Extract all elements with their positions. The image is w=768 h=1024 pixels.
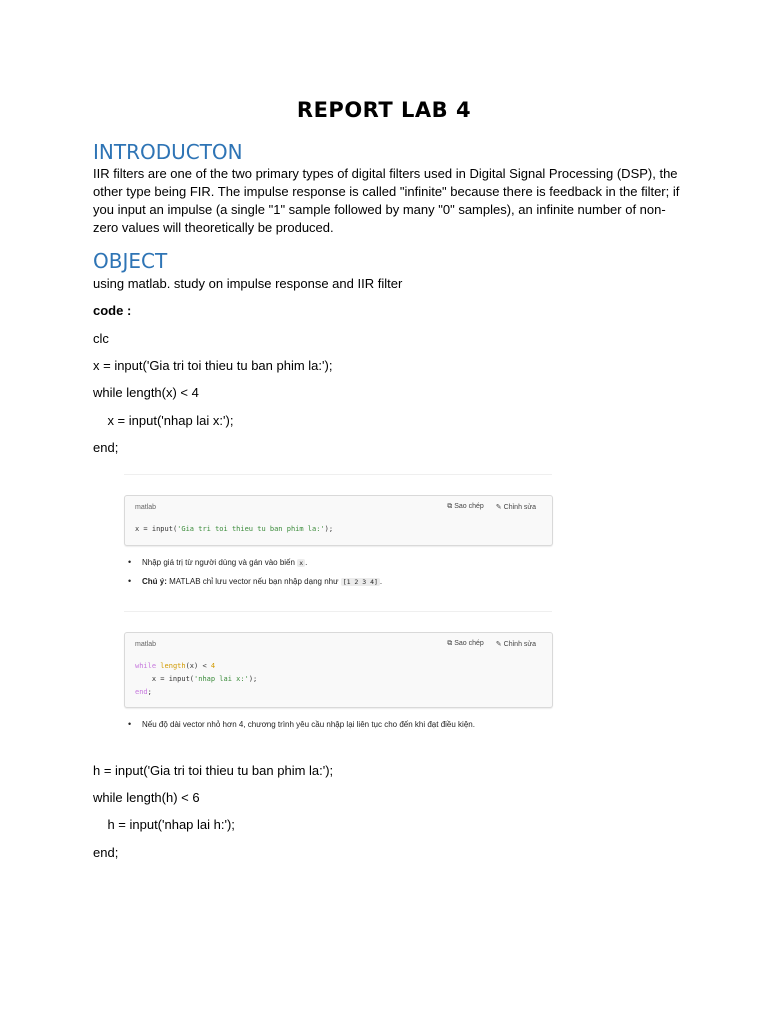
divider — [124, 474, 552, 475]
list-item: • Nếu độ dài vector nhỏ hơn 4, chương trình yêu cầu nhập lại liên tục cho đến khi đạt điều kiện. — [130, 720, 463, 729]
code-language: matlab — [135, 504, 157, 511]
list-item: • Chú ý: MATLAB chỉ lưu vector nếu bạn nhập dạng như [1 2 3 4] . — [130, 577, 370, 586]
code-block — [124, 632, 553, 708]
copy-button[interactable]: ⧉ Sao chép — [447, 503, 484, 510]
edit-icon: ✎ — [495, 641, 502, 648]
code-line: while length(h) < 6 — [93, 790, 200, 805]
list-item: • Nhập giá trị từ người dùng và gán vào biến x . — [130, 558, 295, 567]
code-line: end; — [93, 440, 119, 455]
intro-heading: INTRODUCTON — [93, 140, 243, 164]
code-block — [124, 495, 553, 546]
object-text: using matlab. study on impulse response and IIR filter — [93, 276, 403, 291]
code-line: x = input('Gia tri toi thieu tu ban phim la:'); — [135, 525, 334, 533]
code-line: h = input('nhap lai h:'); — [93, 817, 235, 832]
code-language: matlab — [135, 641, 157, 648]
intro-paragraph: IIR filters are one of the two primary types of digital filters used in Digital Signal Processing (DSP), the other type being FIR. The impulse response is called "infinite" because there is feedback in the filter; if you input an impulse (a single "1" sample followed by many "0" samples), an infinite number of non-zero values will theoretically be produced. — [93, 166, 680, 235]
copy-icon: ⧉ — [447, 640, 453, 647]
code-line: while length(x) < 4 — [135, 662, 216, 670]
code-line: x = input('nhap lai x:'); — [93, 413, 234, 428]
code-label: code : — [93, 303, 132, 318]
edit-icon: ✎ — [495, 504, 502, 511]
code-line: while length(x) < 4 — [93, 385, 199, 400]
edit-button[interactable]: ✎ Chỉnh sửa — [495, 504, 536, 511]
code-line: clc — [93, 331, 109, 346]
code-line: end; — [93, 845, 119, 860]
code-line: end; — [135, 688, 152, 696]
code-line: h = input('Gia tri toi thieu tu ban phim la:'); — [93, 763, 334, 778]
copy-button[interactable]: ⧉ Sao chép — [447, 640, 484, 647]
code-line: x = input('nhap lai x:'); — [135, 675, 258, 683]
report-title: REPORT LAB 4 — [296, 98, 472, 122]
object-heading: OBJECT — [93, 249, 168, 273]
code-line: x = input('Gia tri toi thieu tu ban phim la:'); — [93, 358, 333, 373]
divider — [124, 611, 552, 612]
copy-icon: ⧉ — [447, 503, 453, 510]
edit-button[interactable]: ✎ Chỉnh sửa — [495, 641, 536, 648]
